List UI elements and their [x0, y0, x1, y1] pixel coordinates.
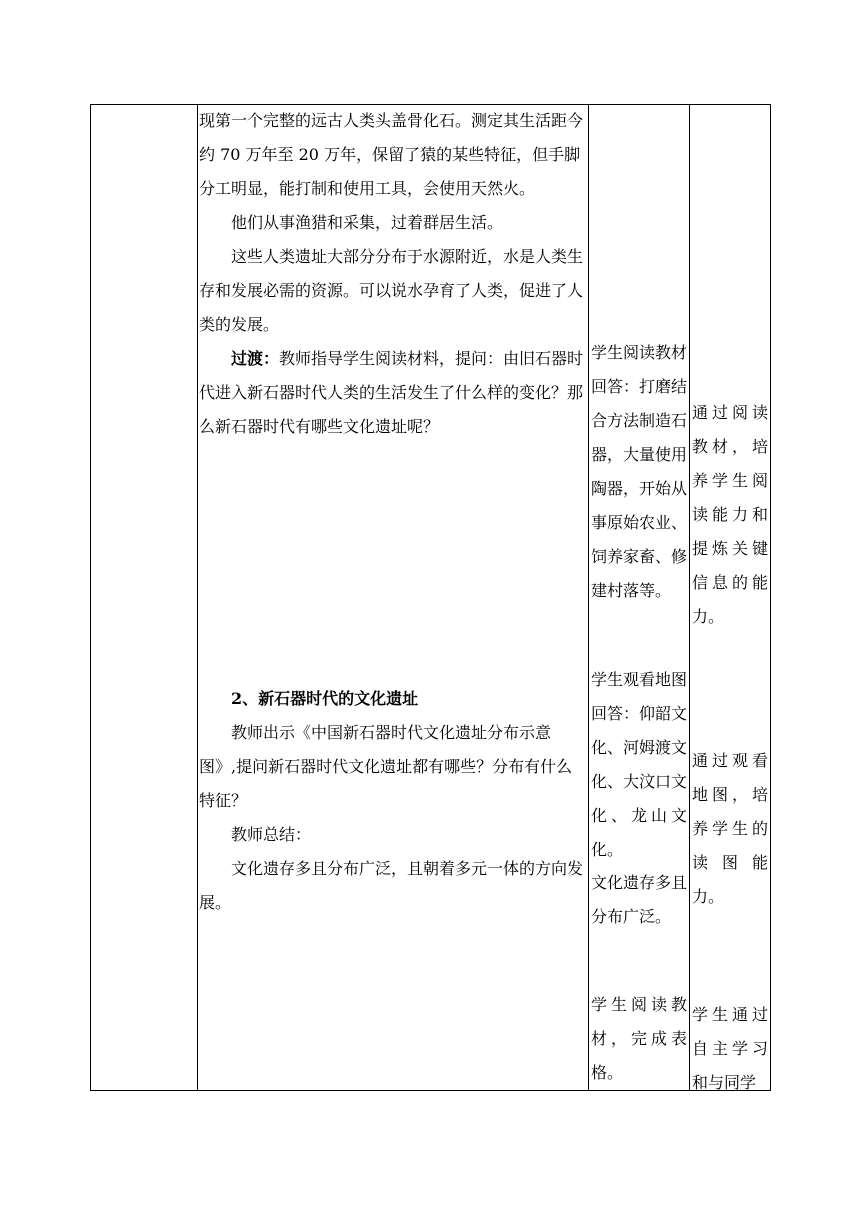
paragraph-skull-fossil: 现第一个完整的远古人类头盖骨化石。测定其生活距今约 70 万年至 20 万年，保留了猿的某些特征，但手脚分工明显，能打制和使用工具，会使用天然火。 [199, 111, 584, 198]
design-intent-self-study: 学生通过自主学习和与同学 [692, 1005, 768, 1092]
teaching-content-upper [199, 104, 586, 444]
paragraph-hunting: 他们从事渔猎和采集，过着群居生活。 [231, 213, 504, 232]
paragraph-transition [199, 342, 586, 444]
paragraph-diversity: 文化遗存多且分布广泛，且朝着多元一体的方向发展。 [199, 859, 584, 912]
design-intent-reading: 通过阅读教材，培养学生阅读能力和提炼关键信息的能力。 [692, 403, 768, 626]
section-heading-neolithic: 2、新石器时代的文化遗址 [231, 689, 419, 708]
teaching-content-lower [199, 682, 586, 920]
design-intent-map: 通过观看地图，培养学生的读图能力。 [692, 751, 768, 906]
paragraph-teacher-summary: 教师总结： [231, 825, 312, 844]
column-divider [689, 104, 690, 1091]
paragraph-map-question: 教师出示《中国新石器时代文化遗址分布示意图》,提问新石器时代文化遗址都有哪些？分布有什么特征？ [199, 723, 573, 810]
column-divider [197, 104, 198, 1091]
student-activity-conclusion: 文化遗存多且分布广泛。 [591, 873, 688, 926]
student-activity-reading: 学生阅读教材回答：打磨结合方法制造石器，大量使用陶器，开始从事原始农业、饲养家畜、修建村落等。 [591, 343, 688, 600]
column-divider [588, 104, 589, 1091]
transition-label: 过渡： [231, 349, 280, 368]
paragraph-water-sources: 这些人类遗址大部分分布于水源附近，水是人类生存和发展必需的资源。可以说水孕育了人类，促进了人类的发展。 [199, 247, 584, 334]
student-activity-table: 学生阅读教材，完成表格。 [591, 995, 687, 1082]
student-activity-map: 学生观看地图回答：仰韶文化、河姆渡文化、大汶口文化、龙山文化。 [591, 670, 688, 859]
transition-text: 教师指导学生阅读材料，提问：由旧石器时代进入新石器时代人类的生活发生了什么样的变化？那么新石器时代有哪些文化遗址呢？ [199, 349, 584, 436]
